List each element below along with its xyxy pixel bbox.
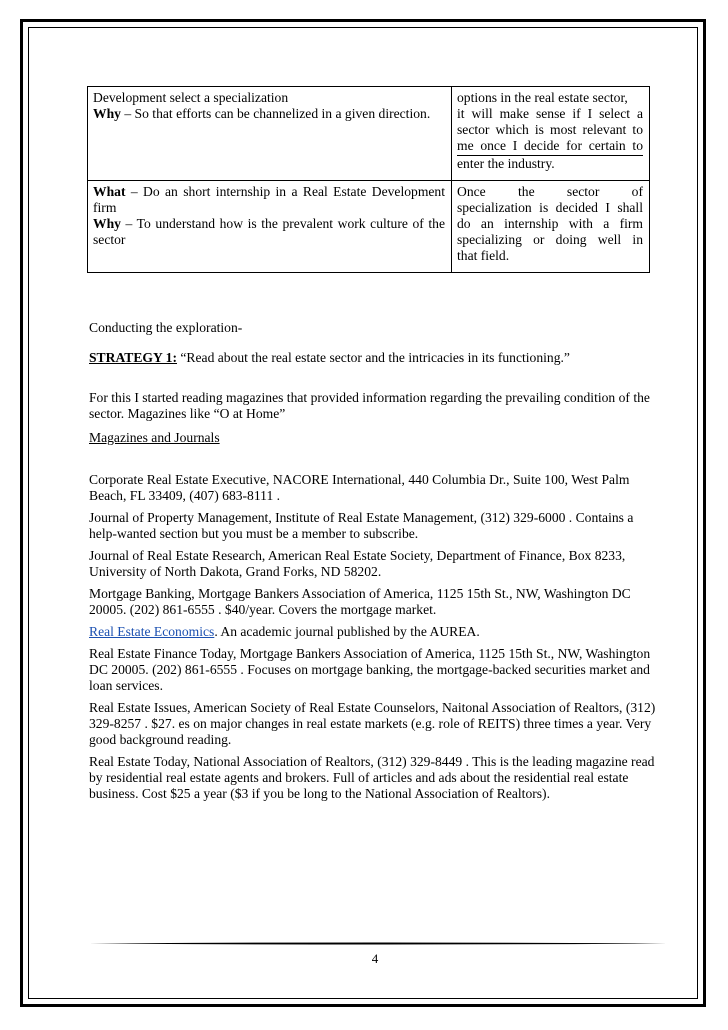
cell-line: it will make sense if I select a [457,106,643,121]
strategy-text: “Read about the real estate sector and the intricacies in its functioning.” [177,350,570,365]
what-label: What [93,184,126,199]
cell-line: specialization is decided I shall [457,200,643,215]
cell-line: options in the real estate sector, [457,90,628,105]
table-row [88,181,650,273]
list-item: Journal of Property Management, Institute of Real Estate Management, (312) 329-6000 . Contains a help-wanted section but you must be a member to subscribe. [89,510,634,541]
strategy-label: STRATEGY 1: [89,350,177,365]
cell-text: Development select a specialization [93,90,289,105]
cell-line: Once the sector of [457,184,643,199]
what-text: – Do an short internship in a Real Estate Development firm [93,184,445,215]
page-content [89,86,659,808]
list-item: Real Estate Issues, American Society of Real Estate Counselors, Naitonal Association of Realtors, (312) 329-8257 . $27. es on major changes in real estate markets (e.g. role of REITS) three times a year. Very good background reading. [89,700,656,747]
table-cell-right [452,87,650,181]
cell-line: me once I decide for certain to [457,138,643,153]
page-number: 4 [371,951,379,966]
table-cell-right [452,181,650,273]
cell-line: do an internship with a firm [457,216,643,231]
why-text: – So that efforts can be channelized in a given direction. [120,106,431,121]
list-item: Mortgage Banking, Mortgage Bankers Association of America, 1125 15th St., NW, Washington DC 20005. (202) 861-6555 . $40/year. Covers the mortgage market. [89,586,631,617]
list-item: Real Estate Today, National Association of Realtors, (312) 329-8449 . This is the leading magazine read by residential real estate agents and brokers. Full of articles and ads about the residential real estate business. Cost $25 a year ($3 if you be long to the National Association of Realtors). [89,754,655,801]
table-row [88,87,650,181]
list-item [89,624,659,640]
strategy-line [89,350,659,366]
why-text: – To understand how is the prevalent work culture of the sector [93,216,445,247]
footer-divider [89,942,667,945]
table-cell-left [88,181,452,273]
list-item: Journal of Real Estate Research, American Real Estate Society, Department of Finance, Box 8233, University of North Dakota, Grand Forks, ND 58202. [89,548,626,579]
table-cell-left [88,87,452,181]
cell-line: that field. [457,248,510,263]
cell-line: specializing or doing well in [457,232,643,247]
list-item: Real Estate Finance Today, Mortgage Bankers Association of America, 1125 15th St., NW, Washington DC 20005. (202) 861-6555 . Focuses on mortgage banking, the mortgage-backed securities market and loan services. [89,646,651,693]
magazines-heading: Magazines and Journals [89,430,220,445]
cell-line: sector which is most relevant to [457,122,643,137]
intro-paragraph: For this I started reading magazines that provided information regarding the prevailing condition of the sector. Magazines like “O at Home” [89,390,650,421]
why-label: Why [93,106,121,121]
why-label: Why [93,216,121,231]
cell-line: enter the industry. [457,155,643,172]
list-item: Corporate Real Estate Executive, NACORE International, 440 Columbia Dr., Suite 100, West Palm Beach, FL 33409, (407) 683-8111 . [89,472,630,503]
section-heading: Conducting the exploration- [89,320,243,335]
real-estate-economics-link[interactable]: Real Estate Economics [89,624,215,639]
link-entry-text: . An academic journal published by the AUREA. [214,624,480,639]
plan-table [87,86,650,273]
